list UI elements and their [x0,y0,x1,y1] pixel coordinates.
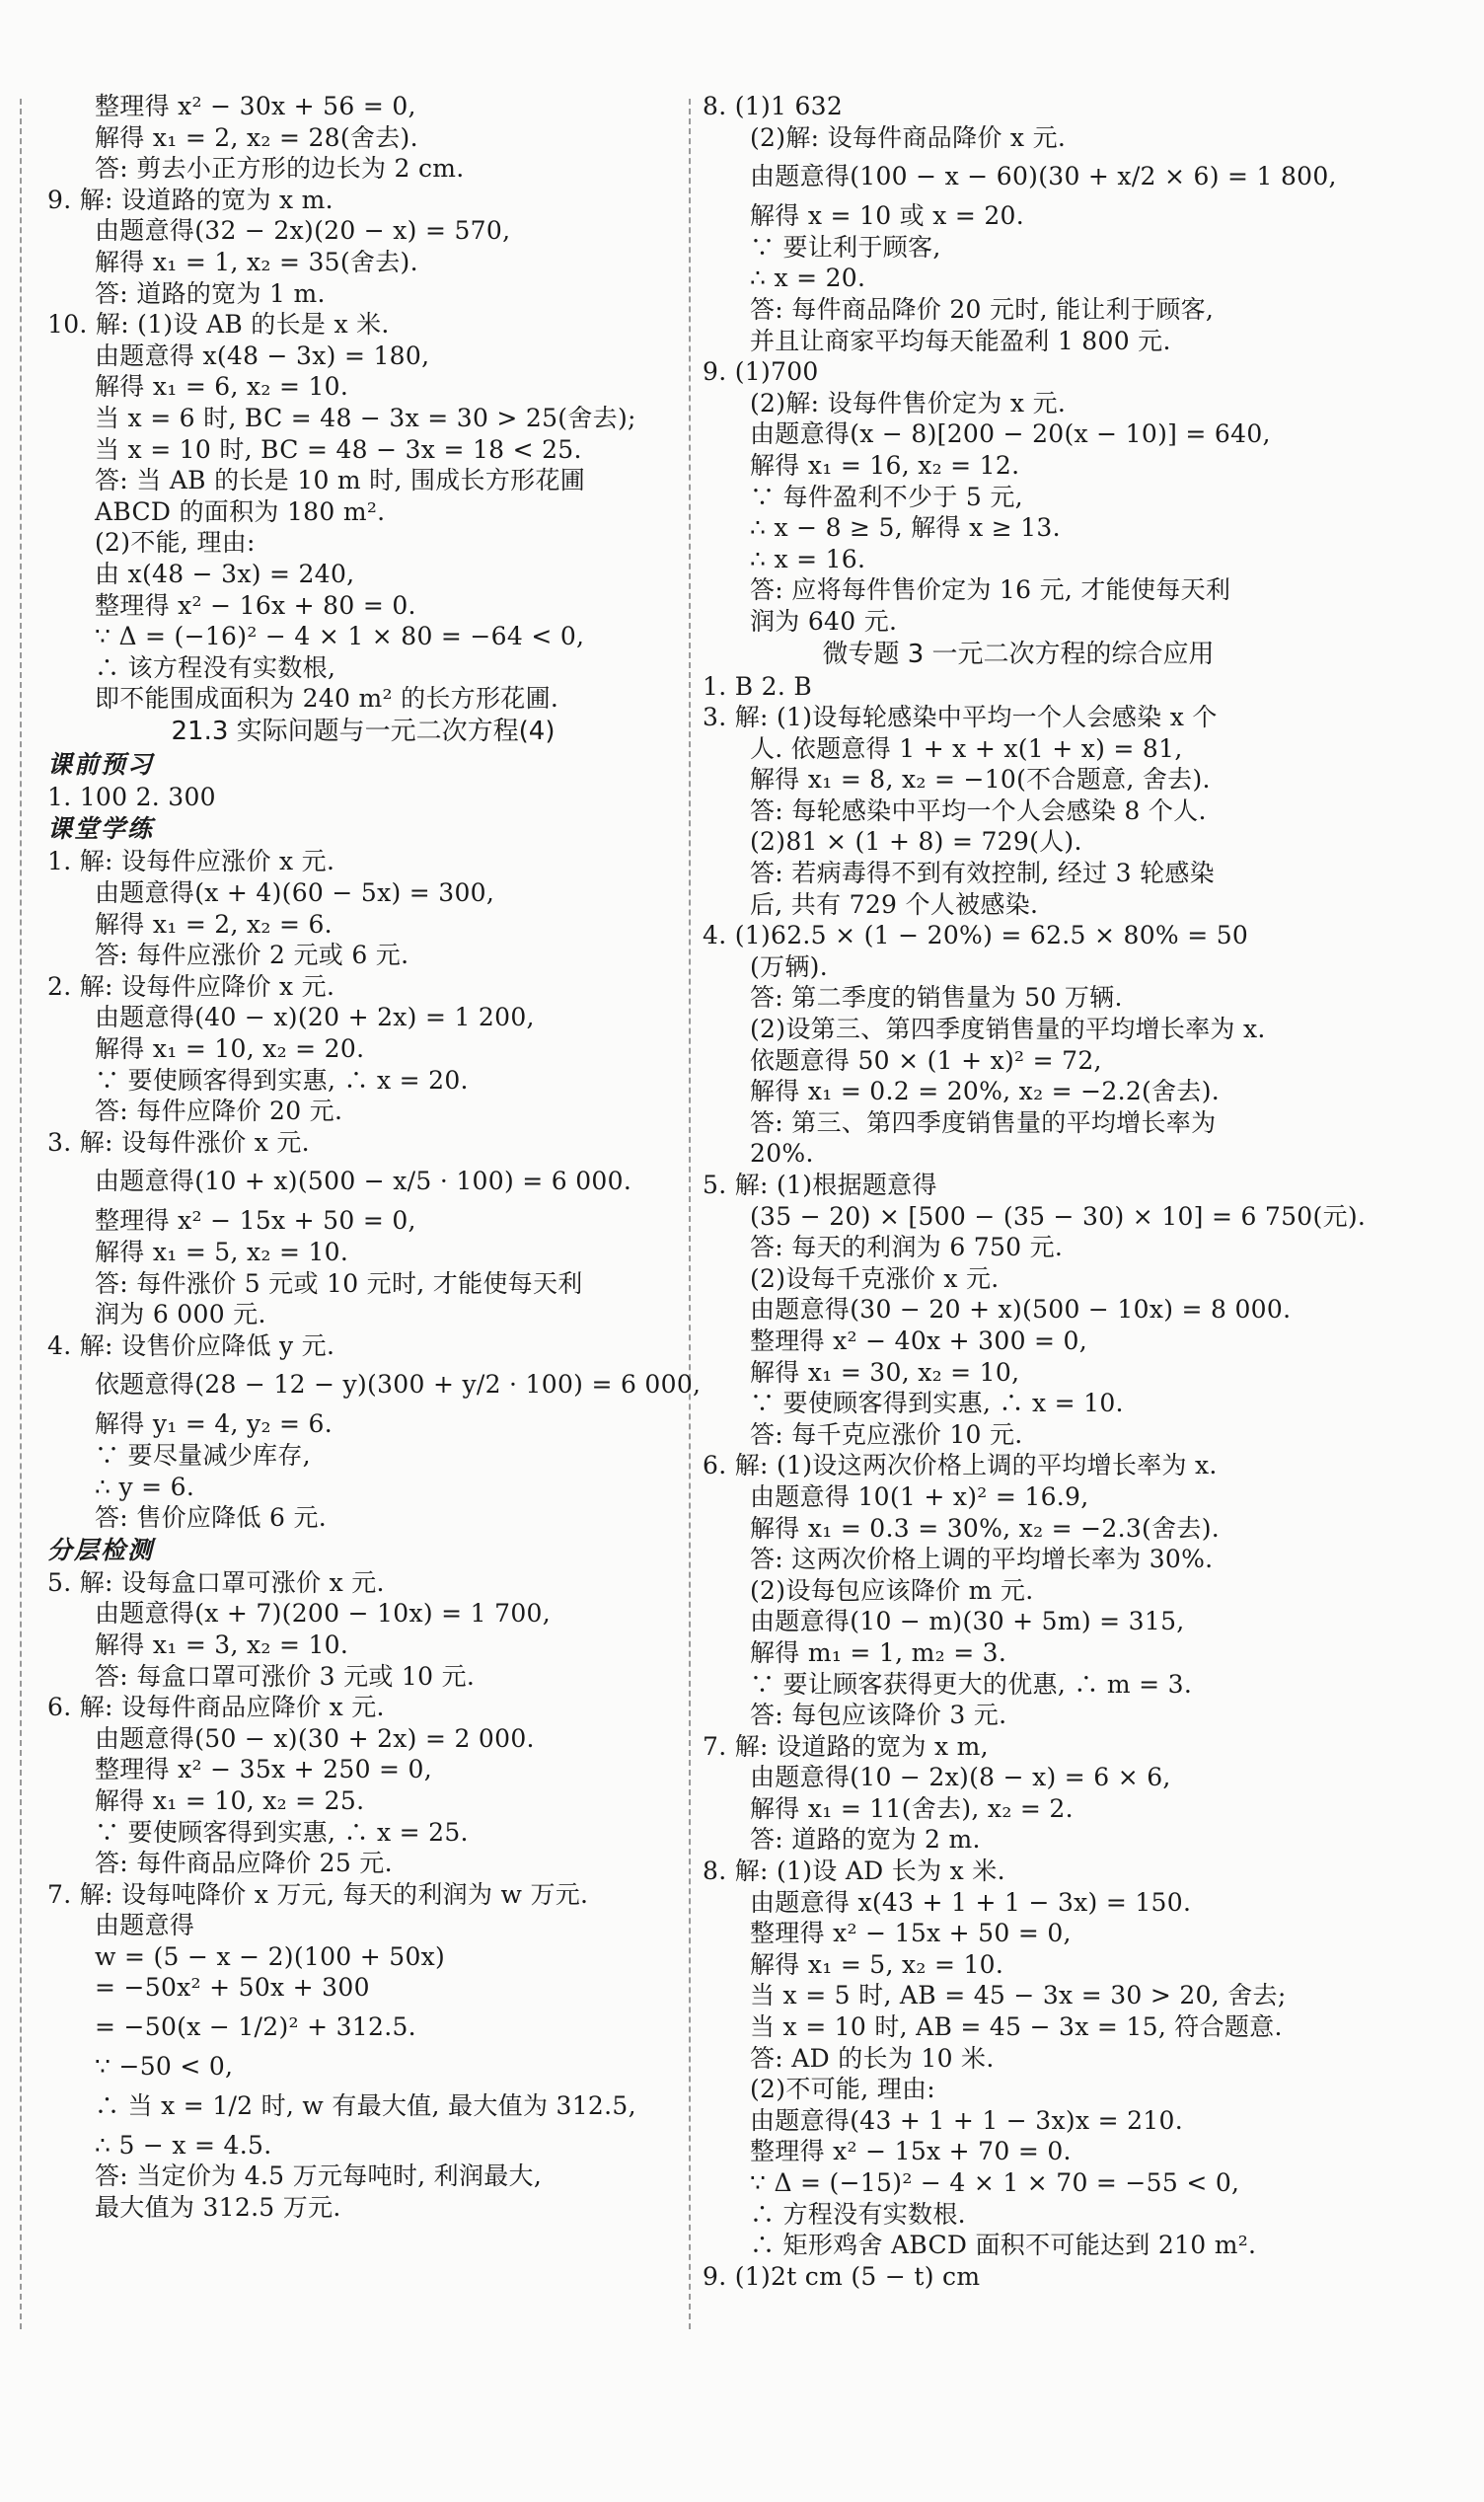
answer-line: 当 x = 6 时, BC = 48 − 3x = 30 > 25(舍去); [95,403,636,432]
answer-line: 解得 m₁ = 1, m₂ = 3. [750,1637,1007,1667]
answer-line: 解得 x₁ = 11(舍去), x₂ = 2. [750,1793,1074,1823]
answer-line: 解得 x₁ = 2, x₂ = 6. [95,909,333,939]
answer-line: 解得 x₁ = 2, x₂ = 28(舍去). [95,122,418,152]
answer-line: 解得 y₁ = 4, y₂ = 6. [95,1409,333,1439]
answer-line: ∵ 要尽量减少库存, [95,1440,311,1470]
answer-line: ∵ 要让顾客获得更大的优惠, ∴ m = 3. [750,1669,1193,1699]
answer-line: 5. 解: 设每盒口罩可涨价 x 元. [47,1567,385,1597]
answer-line: 答: 当 AB 的长是 10 m 时, 围成长方形花圃 [95,466,586,495]
answer-line: ∴ 该方程没有实数根, [95,652,336,682]
answer-line: 4. (1)62.5 × (1 − 20%) = 62.5 × 80% = 50 [703,921,1249,950]
answer-line: 1. 解: 设每件应涨价 x 元. [47,847,335,876]
answer-line: 由题意得(50 − x)(30 + 2x) = 2 000. [95,1723,535,1753]
answer-line: (2)81 × (1 + 8) = 729(人). [750,827,1082,857]
answer-line: 由题意得(30 − 20 + x)(500 − 10x) = 8 000. [750,1295,1292,1325]
answer-line: (2)不能, 理由: [95,528,256,558]
left-margin-dashed-line [20,99,22,2329]
answer-line: 5. 解: (1)根据题意得 [703,1171,937,1199]
answer-line: 由题意得(40 − x)(20 + 2x) = 1 200, [95,1003,535,1032]
answer-line: 3. 解: (1)设每轮感染中平均一个人会感染 x 个 [703,703,1218,732]
answer-line: 答: 每件应涨价 2 元或 6 元. [95,941,409,970]
answer-line: ∴ x = 16. [750,544,866,573]
answer-line: 由题意得 10(1 + x)² = 16.9, [750,1481,1089,1511]
answer-line: ∵ 要使顾客得到实惠, ∴ x = 20. [95,1065,469,1095]
answer-line: ABCD 的面积为 180 m². [95,496,386,526]
answer-line: 最大值为 312.5 万元. [95,2192,341,2222]
answer-line: 由题意得(x + 7)(200 − 10x) = 1 700, [95,1599,551,1629]
answer-line: ∴ x = 20. [750,264,866,293]
answer-line: ∴ 当 x = 1/2 时, w 有最大值, 最大值为 312.5, [95,2090,636,2120]
answer-line: ∵ 要使顾客得到实惠, ∴ x = 25. [95,1817,469,1847]
answer-line: 6. 解: 设每件商品应降价 x 元. [47,1693,385,1722]
answer-line: 答: 应将每件售价定为 16 元, 才能使每天利 [750,575,1231,605]
answer-line: ∵ Δ = (−15)² − 4 × 1 × 70 = −55 < 0, [750,2168,1240,2197]
answer-line: 当 x = 10 时, BC = 48 − 3x = 18 < 25. [95,434,582,464]
answer-line: 解得 x₁ = 5, x₂ = 10. [95,1238,349,1266]
answer-line: ∴ 5 − x = 4.5. [95,2130,272,2160]
answer-line: 后, 共有 729 个人被感染. [750,889,1039,919]
answer-line: 由题意得(100 − x − 60)(30 + x/2 × 6) = 1 800, [750,162,1337,191]
answer-line: 当 x = 5 时, AB = 45 − 3x = 30 > 20, 舍去; [750,1981,1287,2010]
answer-line: ∴ x − 8 ≥ 5, 解得 x ≥ 13. [750,513,1061,543]
answer-line: 解得 x = 10 或 x = 20. [750,201,1024,231]
answer-line: 答: 当定价为 4.5 万元每吨时, 利润最大, [95,2161,543,2191]
answer-line: (2)不可能, 理由: [750,2075,936,2104]
answer-line: 答: 道路的宽为 2 m. [750,1825,981,1855]
answer-line: 由题意得(10 − 2x)(8 − x) = 6 × 6, [750,1763,1171,1792]
answer-line: = −50(x − 1/2)² + 312.5. [95,2012,416,2042]
answer-line: 2. 解: 设每件应降价 x 元. [47,971,335,1001]
answer-line: 3. 解: 设每件涨价 x 元. [47,1127,310,1157]
answer-line: 答: 每千克应涨价 10 元. [750,1419,1023,1449]
answer-line: 即不能围成面积为 240 m² 的长方形花圃. [95,684,559,714]
answer-line: 解得 x₁ = 0.3 = 30%, x₂ = −2.3(舍去). [750,1513,1220,1543]
answer-line: 答: 每件应降价 20 元. [95,1097,343,1126]
answer-line: 7. 解: 设每吨降价 x 万元, 每天的利润为 w 万元. [47,1879,589,1909]
answer-line: 整理得 x² − 30x + 56 = 0, [95,92,416,120]
answer-line: 人. 依题意得 1 + x + x(1 + x) = 81, [750,733,1183,763]
answer-line: 由题意得 [95,1911,195,1940]
answer-line: 20%. [750,1139,814,1169]
answer-line: 答: 售价应降低 6 元. [95,1503,328,1533]
section-heading: 分层检测 [47,1535,155,1564]
answer-line: 1. 100 2. 300 [47,782,216,811]
answer-line: 由题意得(x + 4)(60 − 5x) = 300, [95,878,495,908]
answer-line: 解得 x₁ = 5, x₂ = 10. [750,1949,1004,1979]
answer-line: ∵ 每件盈利不少于 5 元, [750,482,1023,511]
answer-line: 整理得 x² − 40x + 300 = 0, [750,1326,1087,1355]
answer-line: 整理得 x² − 15x + 70 = 0. [750,2137,1072,2166]
answer-line: (2)设每包应该降价 m 元. [750,1575,1034,1605]
answer-line: 答: 每件商品应降价 25 元. [95,1849,393,1878]
answer-line: 由题意得(43 + 1 + 1 − 3x)x = 210. [750,2105,1183,2135]
answer-line: 整理得 x² − 16x + 80 = 0. [95,590,416,620]
answer-line: 并且让商家平均每天能盈利 1 800 元. [750,326,1171,355]
answer-line: 解得 x₁ = 3, x₂ = 10. [95,1630,349,1659]
answer-line: 润为 640 元. [750,606,898,636]
answer-line: 6. 解: (1)设这两次价格上调的平均增长率为 x. [703,1451,1218,1480]
answer-line: 解得 x₁ = 16, x₂ = 12. [750,450,1020,480]
answer-line: w = (5 − x − 2)(100 + 50x) [95,1941,446,1971]
answer-line: 9. 解: 设道路的宽为 x m. [47,185,334,214]
answer-line: 答: AD 的长为 10 米. [750,2043,995,2073]
answer-line: 答: 每盒口罩可涨价 3 元或 10 元. [95,1661,476,1691]
answer-line: 由题意得(10 − m)(30 + 5m) = 315, [750,1607,1185,1636]
column-divider-dashed-line [689,99,691,2329]
answer-line: 由题意得(32 − 2x)(20 − x) = 570, [95,216,511,246]
section-heading: 课堂学练 [47,814,155,844]
answer-line: 答: 每天的利润为 6 750 元. [750,1233,1064,1262]
answer-line: ∴ 矩形鸡舍 ABCD 面积不可能达到 210 m². [750,2231,1257,2260]
answer-line: 依题意得 50 × (1 + x)² = 72, [750,1045,1102,1075]
answer-line: 9. (1)700 [703,357,819,387]
answer-line: 9. (1)2t cm (5 − t) cm [703,2261,981,2291]
answer-line: 解得 x₁ = 30, x₂ = 10, [750,1357,1020,1387]
section-title: 微专题 3 一元二次方程的综合应用 [822,639,1215,669]
answer-line: 答: 剪去小正方形的边长为 2 cm. [95,154,465,184]
answer-line: 答: 第三、第四季度销售量的平均增长率为 [750,1107,1217,1137]
answer-line: 答: 每件涨价 5 元或 10 元时, 才能使每天利 [95,1268,583,1298]
answer-line: ∵ Δ = (−16)² − 4 × 1 × 80 = −64 < 0, [95,622,585,651]
section-title: 21.3 实际问题与一元二次方程(4) [171,716,556,746]
answer-line: 答: 这两次价格上调的平均增长率为 30%. [750,1545,1214,1574]
answer-line: ∵ 要让利于顾客, [750,232,941,262]
answer-line: (35 − 20) × [500 − (35 − 30) × 10] = 6 750(元). [750,1201,1367,1231]
answer-line: 由题意得(x − 8)[200 − 20(x − 10)] = 640, [750,419,1271,449]
answer-line: ∵ −50 < 0, [95,2052,234,2082]
answer-line: 1. B 2. B [703,671,812,701]
answer-line: (2)设第三、第四季度销售量的平均增长率为 x. [750,1015,1266,1044]
answer-line: 解得 x₁ = 10, x₂ = 25. [95,1785,365,1815]
answer-line: 解得 x₁ = 1, x₂ = 35(舍去). [95,247,418,276]
answer-line: 答: 每件商品降价 20 元时, 能让利于顾客, [750,294,1215,324]
answer-line: ∴ 方程没有实数根. [750,2199,966,2229]
answer-line: (2)设每千克涨价 x 元. [750,1263,1000,1293]
answer-line: 解得 x₁ = 8, x₂ = −10(不合题意, 舍去). [750,765,1211,795]
answer-line: = −50x² + 50x + 300 [95,1973,370,2003]
answer-line: 依题意得(28 − 12 − y)(300 + y/2 · 100) = 6 000, [95,1370,702,1400]
answer-line: 8. 解: (1)设 AD 长为 x 米. [703,1857,1005,1886]
answer-line: 润为 6 000 元. [95,1300,266,1329]
answer-line: 4. 解: 设售价应降低 y 元. [47,1330,335,1360]
answer-line: 整理得 x² − 35x + 250 = 0, [95,1755,432,1784]
answer-line: 答: 若病毒得不到有效控制, 经过 3 轮感染 [750,859,1215,888]
answer-line: 答: 每轮感染中平均一个人会感染 8 个人. [750,796,1207,825]
answer-line: 答: 每包应该降价 3 元. [750,1701,1007,1730]
right-column [703,91,1367,2292]
answer-line: 解得 x₁ = 6, x₂ = 10. [95,372,349,402]
answer-line: ∴ y = 6. [95,1472,195,1501]
answer-line: 当 x = 10 时, AB = 45 − 3x = 15, 符合题意. [750,2012,1283,2042]
answer-line: ∵ 要使顾客得到实惠, ∴ x = 10. [750,1389,1124,1418]
answer-line: 整理得 x² − 15x + 50 = 0, [95,1206,416,1236]
section-heading: 课前预习 [47,749,155,779]
answer-line: 解得 x₁ = 10, x₂ = 20. [95,1034,365,1064]
answer-line: 由题意得 x(48 − 3x) = 180, [95,341,430,370]
answer-line: 7. 解: 设道路的宽为 x m, [703,1731,989,1761]
answer-line: 由题意得 x(43 + 1 + 1 − 3x) = 150. [750,1887,1192,1917]
answer-line: (2)解: 设每件售价定为 x 元. [750,388,1067,417]
answer-line: 由题意得(10 + x)(500 − x/5 · 100) = 6 000. [95,1167,632,1196]
answer-line: 答: 第二季度的销售量为 50 万辆. [750,983,1123,1013]
answer-line: 答: 道路的宽为 1 m. [95,278,326,308]
answer-line: 解得 x₁ = 0.2 = 20%, x₂ = −2.2(舍去). [750,1077,1220,1106]
answer-line: 8. (1)1 632 [703,92,844,120]
answer-line: 10. 解: (1)设 AB 的长是 x 米. [47,310,390,340]
left-column [47,91,702,2223]
answer-line: (2)解: 设每件商品降价 x 元. [750,122,1067,152]
answer-line: 由 x(48 − 3x) = 240, [95,559,355,588]
answer-line: (万辆). [750,951,828,981]
answer-line: 整理得 x² − 15x + 50 = 0, [750,1919,1072,1948]
